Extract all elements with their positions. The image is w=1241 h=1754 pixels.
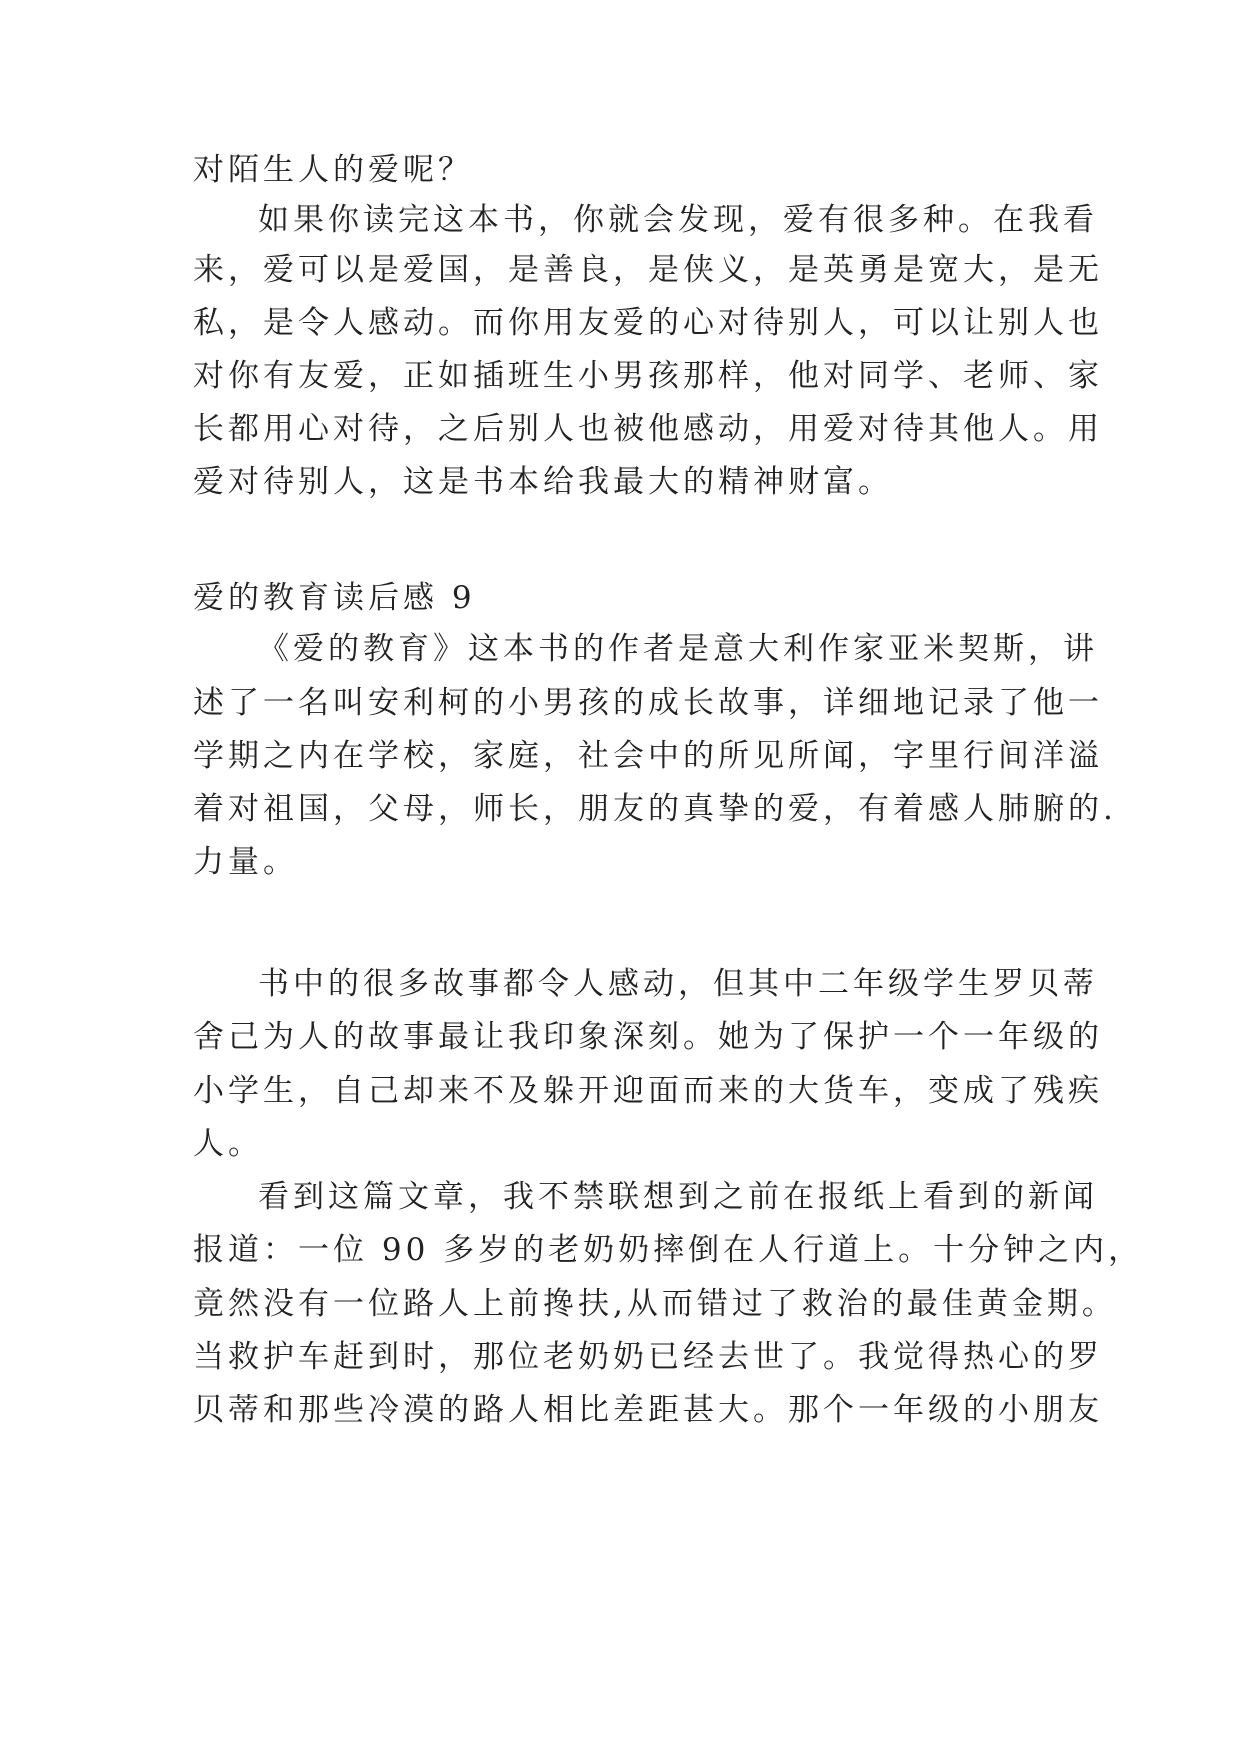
text-line: 竟然没有一位路人上前搀扶,从而错过了救治的最佳黄金期。: [193, 1286, 1117, 1322]
text-line: 着对祖国，父母，师长，朋友的真挚的爱，有着感人肺腑的.: [193, 791, 1117, 827]
text-line: 爱对待别人，这是书本给我最大的精神财富。: [193, 464, 893, 500]
text-line: 对陌生人的爱呢？: [193, 152, 473, 188]
text-line: 小学生，自己却来不及躲开迎面而来的大货车，变成了残疾: [193, 1073, 1103, 1109]
text-line: 舍己为人的故事最让我印象深刻。她为了保护一个一年级的: [193, 1019, 1103, 1055]
paragraph-first-line: 看到这篇文章，我不禁联想到之前在报纸上看到的新闻: [258, 1179, 1098, 1215]
section-heading: 爱的教育读后感 9: [193, 580, 476, 616]
text-line: 人。: [193, 1126, 263, 1162]
paragraph-first-line: 《爱的教育》这本书的作者是意大利作家亚米契斯，讲: [258, 631, 1098, 667]
paragraph-first-line: 如果你读完这本书，你就会发现，爱有很多种。在我看: [258, 202, 1098, 238]
text-line: 述了一名叫安利柯的小男孩的成长故事，详细地记录了他一: [193, 685, 1103, 721]
text-line: 当救护车赶到时，那位老奶奶已经去世了。我觉得热心的罗: [193, 1339, 1103, 1375]
text-line: 学期之内在学校，家庭，社会中的所见所闻，字里行间洋溢: [193, 738, 1103, 774]
paragraph-first-line: 书中的很多故事都令人感动，但其中二年级学生罗贝蒂: [258, 966, 1098, 1002]
text-line: 报道：一位 90 多岁的老奶奶摔倒在人行道上。十分钟之内，: [193, 1232, 1144, 1268]
text-line: 对你有友爱，正如插班生小男孩那样，他对同学、老师、家: [193, 358, 1103, 394]
text-line: 力量。: [193, 844, 298, 880]
text-line: 贝蒂和那些冷漠的路人相比差距甚大。那个一年级的小朋友: [193, 1392, 1103, 1428]
text-line: 来，爱可以是爱国，是善良，是侠义，是英勇是宽大，是无: [193, 252, 1103, 288]
text-line: 长都用心对待，之后别人也被他感动，用爱对待其他人。用: [193, 411, 1103, 447]
text-line: 私，是令人感动。而你用友爱的心对待别人，可以让别人也: [193, 305, 1103, 341]
